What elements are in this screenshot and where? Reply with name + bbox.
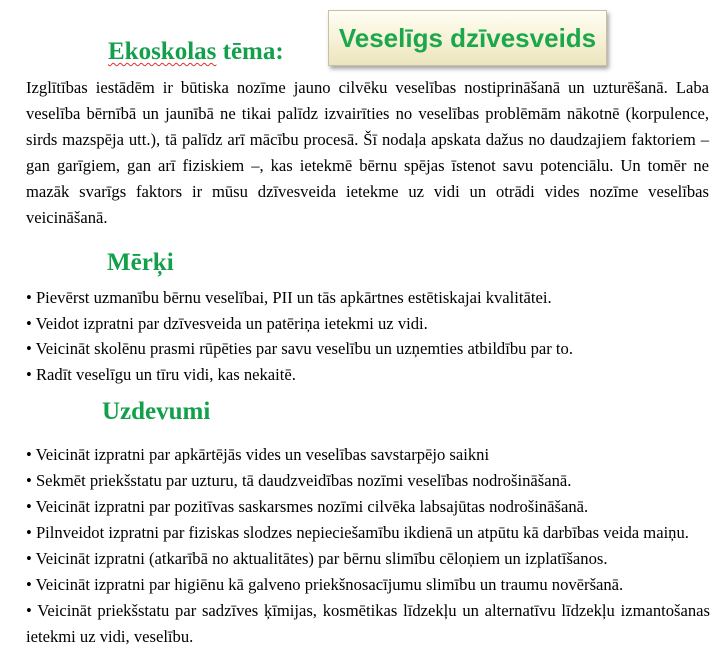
merki-item: • Veidot izpratni par dzīvesveida un patēriņa ietekmi uz vidi.	[26, 313, 428, 333]
uzdevumi-list	[26, 442, 710, 650]
uzdevumi-item: • Veicināt izpratni (atkarībā no aktualitātes) par bērnu slimību cēloņiem un izplatīšanos.	[26, 549, 608, 568]
merki-item: • Radīt veselīgu un tīru vidi, kas nekaitē.	[26, 364, 296, 384]
merki-item: • Veicināt skolēnu prasmi rūpēties par savu veselību un uzņemties atbildību par to.	[26, 339, 573, 358]
merki-item: • Pievērst uzmanību bērnu veselībai, PII un tās apkārtnes estētiskajai kvalitātei.	[26, 288, 552, 307]
merki-heading: Mērķi	[107, 249, 174, 276]
title-box	[328, 10, 607, 66]
uzdevumi-item: • Veicināt izpratni par higiēnu kā galveno priekšnosacījumu slimību un traumu novēršanā.	[26, 575, 624, 594]
uzdevumi-item: • Sekmēt priekšstatu par uzturu, tā daudzveidības nozīmi veselības nodrošināšanā.	[26, 471, 572, 490]
uzdevumi-item: • Pilnveidot izpratni par fiziskas slodzes nepieciešamību ikdienā un atpūtu kā darbības veida maiņu.	[26, 523, 689, 542]
uzdevumi-item: • Veicināt priekšstatu par sadzīves ķīmijas, kosmētikas līdzekļu un alternatīvu līdzekļu izmantošanas ietekmi uz vidi, veselību.	[26, 601, 710, 646]
uzdevumi-heading: Uzdevumi	[102, 398, 211, 425]
document-title: Veselīgs dzīvesveids	[338, 22, 597, 53]
uzdevumi-item: • Veicināt izpratni par apkārtējās vides un veselības savstarpējo saikni	[26, 445, 490, 464]
merki-list	[26, 285, 710, 387]
intro-paragraph: Izglītības iestādēm ir būtiska nozīme jauno cilvēku veselības nostiprināšanā un uzturēšanā. Laba veselība bērnībā un jaunībā ne tikai palīdz izvairīties no veselības problēmām nākotnē (korpulence, sirds mazspēja utt.), tā palīdz arī mācību procesā. Šī nodaļa apskata dažus no daudzajiem faktoriem – gan garīgiem, gan arī fiziskiem –, kas ietekmē bērnu spējas īstenot savu potenciālu. Un tomēr ne mazāk svarīgs faktors ir mūsu dzīvesveida ietekme uz vidi un otrādi vides nozīme veselības veicināšanā.	[26, 78, 709, 227]
ekoskolas-heading-word: Ekoskolas	[108, 38, 217, 65]
ekoskolas-heading-rest: tēma:	[216, 38, 284, 65]
ekoskolas-heading	[108, 38, 284, 66]
uzdevumi-item: • Veicināt izpratni par pozitīvas saskarsmes nozīmi cilvēka labsajūtas nodrošināšanā.	[26, 497, 589, 516]
